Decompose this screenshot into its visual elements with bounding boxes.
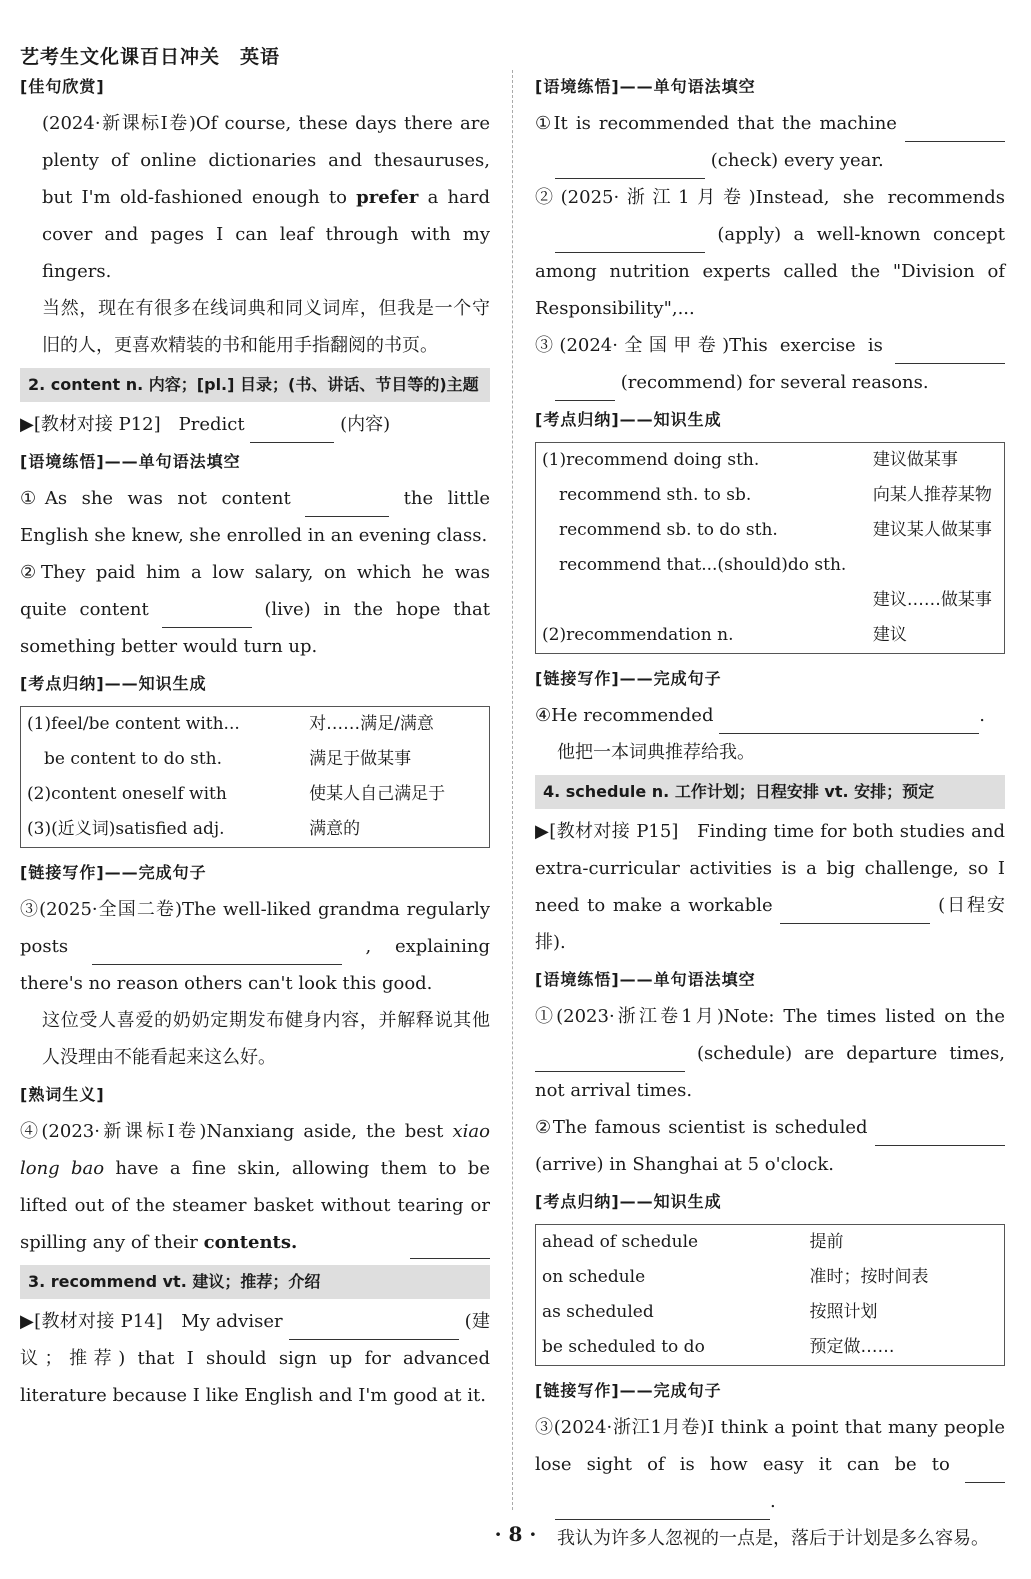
exercise-text: (check) every year. [710,150,884,171]
answer-blank[interactable] [905,119,1005,142]
section-tag-shuci: [熟词生义] [20,1085,105,1104]
schedule-exercise-3-translation: 我认为许多人忽视的一点是，落后于计划是多么容易。 [557,1528,989,1549]
exercise-text: (live) in the hope that something better would turn up. [20,599,490,657]
column-divider [512,70,513,1510]
recommend-exercise-4: ④He recommended . [535,697,1005,734]
exercise-4 [20,1113,490,1261]
knowledge-table-schedule [535,1224,1005,1366]
table-cell: as scheduled [542,1302,654,1322]
exercise-text: ①As she was not content [20,488,291,509]
table-cell [536,583,867,618]
answer-blank[interactable] [555,1497,770,1520]
table-cell: 建议做某事 [872,450,958,470]
table-cell: (2)recommendation n. [542,625,734,645]
answer-blank[interactable] [555,156,705,179]
recommend-exercise-1 [535,105,1005,179]
recommend-exercise-3 [535,327,1005,401]
answer-blank[interactable] [895,341,1005,364]
table-row [536,1295,1005,1330]
exercise-text: ①(2023·浙江卷1月)Note: The times listed on the [535,1006,1005,1027]
quote-translation: 当然，现在有很多在线词典和同义词库，但我是一个守旧的人，更喜欢精装的书和能用手指翻阅的书页。 [42,298,490,356]
schedule-exercise-3: ③(2024·浙江1月卷)I think a point that many people lose sight of is how easy it can be to . [535,1409,1005,1520]
table-cell: be content to do sth. [27,749,223,769]
right-column [535,68,1005,1557]
section-tag-jiaju: [佳句欣赏] [20,77,105,96]
table-row [21,707,490,743]
textbook-text: (建议；推荐) that I should sign up for advanced literature because I like English and I'm good at it. [20,1311,490,1406]
exercise-text: ④He recommended [535,705,714,726]
textbook-text: ▶[教材对接 P12] Predict [20,414,245,435]
exercise-3-translation: 这位受人喜爱的奶奶定期发布健身内容，并解释说其他人没理由不能看起来这么好。 [42,1010,490,1068]
exercise-text: ③(2024·全国甲卷)This exercise is [535,335,883,356]
exercise-text: (schedule) are departure times, not arrival times. [535,1043,1005,1101]
knowledge-table-recommend [535,442,1005,654]
textbook-text: ▶[教材对接 P14] My adviser [20,1311,283,1332]
knowledge-table-content [20,706,490,848]
answer-blank[interactable] [719,711,979,734]
textbook-text: ▶[教材对接 P15] Finding time for both studies and extra-curricular activities is a big challenge, so I need to make a workable [535,821,1005,916]
section-tag-yujing: [语境练悟]——单句语法填空 [535,970,756,989]
exercise-3 [20,891,490,1002]
table-row [536,618,1005,654]
table-row [21,812,490,848]
table-cell: recommend that...(should)do sth. [542,555,847,575]
table-row [536,1225,1005,1261]
table-cell: 建议……做某事 [872,590,992,610]
exercise-text: ①It is recommended that the machine [535,113,897,134]
answer-blank[interactable] [965,1460,1005,1483]
page-number: · 8 · [494,1522,537,1546]
section-2-heading: 2. content n. 内容；[pl.] 目录；(书、讲话、节目等的)主题 [20,368,490,402]
recommend-exercise-4-translation: 他把一本词典推荐给我。 [557,742,755,763]
answer-blank[interactable] [289,1317,459,1340]
hint-text: (内容) [340,414,391,435]
answer-blank[interactable] [780,901,930,924]
table-cell: (3)(近义词)satisfied adj. [27,819,225,839]
recommend-exercise-2 [535,179,1005,327]
table-row [536,583,1005,618]
table-row [536,1330,1005,1366]
quote-text-2: a hard cover and pages I can leaf through with my fingers. [42,187,490,282]
exercise-text: ②(2025·浙江1月卷)Instead, she recommends [535,187,1005,208]
section-tag-yujing: [语境练悟]——单句语法填空 [20,452,241,471]
table-row [21,777,490,812]
answer-blank[interactable] [250,420,334,443]
quote-paragraph [20,105,490,290]
table-row [536,548,1005,583]
exercise-2 [20,554,490,665]
left-column [20,68,490,1414]
table-row [21,742,490,777]
exercise-text: ④(2023·新课标Ⅰ卷)Nanxiang aside, the best [20,1121,444,1142]
section-3-heading: 3. recommend vt. 建议；推荐；介绍 [20,1265,490,1299]
schedule-exercise-2 [535,1109,1005,1183]
section-tag-yujing: [语境练悟]——单句语法填空 [535,77,756,96]
exercise-1 [20,480,490,554]
table-cell: 预定做…… [809,1337,895,1357]
table-cell: 满足于做某事 [309,749,412,769]
section-4-heading: 4. schedule n. 工作计划；日程安排 vt. 安排；预定 [535,775,1005,809]
table-cell: 对……满足/满意 [309,714,434,734]
table-cell [867,548,1005,583]
table-cell: (2)content oneself with [27,784,227,804]
table-cell: recommend sth. to sb. [542,485,752,505]
textbook-link-2 [20,406,490,443]
table-cell: 按照计划 [809,1302,878,1322]
exercise-text: ③(2025·全国二卷)The well-liked grandma regularly posts [20,899,490,957]
exercise-bold-word: contents. [203,1232,298,1253]
answer-blank[interactable] [555,230,705,253]
textbook-link-3 [20,1303,490,1414]
exercise-text: ②They paid him a low salary, on which he was quite content [20,562,490,620]
exercise-text: (recommend) for several reasons. [620,372,929,393]
table-cell: 提前 [809,1232,844,1252]
table-cell: ahead of schedule [542,1232,699,1252]
exercise-text: (arrive) in Shanghai at 5 o'clock. [535,1154,834,1175]
answer-blank[interactable] [162,605,252,628]
section-tag-kaodian: [考点归纳]——知识生成 [20,674,207,693]
table-cell: 使某人自己满足于 [309,784,446,804]
table-row [536,1260,1005,1295]
textbook-link-4 [535,813,1005,961]
hint-text: (日程安排). [535,895,1005,953]
answer-blank[interactable] [410,1236,490,1259]
exercise-text: , explaining there's no reason others can't look this good. [20,936,490,994]
answer-blank[interactable] [875,1123,1005,1146]
table-cell: (1)recommend doing sth. [542,450,760,470]
table-cell: 建议 [872,625,907,645]
book-header: 艺考生文化课百日冲关 英语 [20,46,281,68]
table-cell: 准时；按时间表 [809,1267,929,1287]
section-tag-kaodian: [考点归纳]——知识生成 [535,1192,722,1211]
answer-blank[interactable] [535,1049,685,1072]
exercise-text: have a fine skin, allowing them to be lifted out of the steamer basket without tearing or spilling any of their [20,1158,490,1253]
answer-blank[interactable] [555,378,615,401]
answer-blank[interactable] [305,494,389,517]
table-row [536,513,1005,548]
quote-bold-word: prefer [356,187,419,208]
table-cell: recommend sb. to do sth. [542,520,778,540]
exercise-text: ③(2024·浙江1月卷)I think a point that many people lose sight of is how easy it can be to [535,1417,1005,1475]
table-cell: 向某人推荐某物 [872,485,992,505]
section-tag-lianjie: [链接写作]——完成句子 [20,863,207,882]
section-tag-kaodian: [考点归纳]——知识生成 [535,410,722,429]
table-cell: (1)feel/be content with... [27,714,240,734]
table-cell: 建议某人做某事 [872,520,992,540]
table-cell: on schedule [542,1267,646,1287]
table-row [536,443,1005,479]
quote-text: (2024·新课标Ⅰ卷)Of course, these days there are plenty of online dictionaries and thesauruses, but I'm old-fashioned enough to [42,113,490,208]
section-tag-lianjie: [链接写作]——完成句子 [535,1381,722,1400]
exercise-text: ②The famous scientist is scheduled [535,1117,868,1138]
schedule-exercise-1 [535,998,1005,1109]
exercise-text: the little English she knew, she enrolled in an evening class. [20,488,490,546]
table-row [536,478,1005,513]
exercise-text: (apply) a well-known concept among nutrition experts called the "Division of Responsibility",... [535,224,1005,319]
table-cell: be scheduled to do [542,1337,705,1357]
table-cell: 满意的 [309,819,361,839]
answer-blank[interactable] [92,942,342,965]
exercise-italic: xiao long bao [20,1121,490,1179]
section-tag-lianjie: [链接写作]——完成句子 [535,669,722,688]
